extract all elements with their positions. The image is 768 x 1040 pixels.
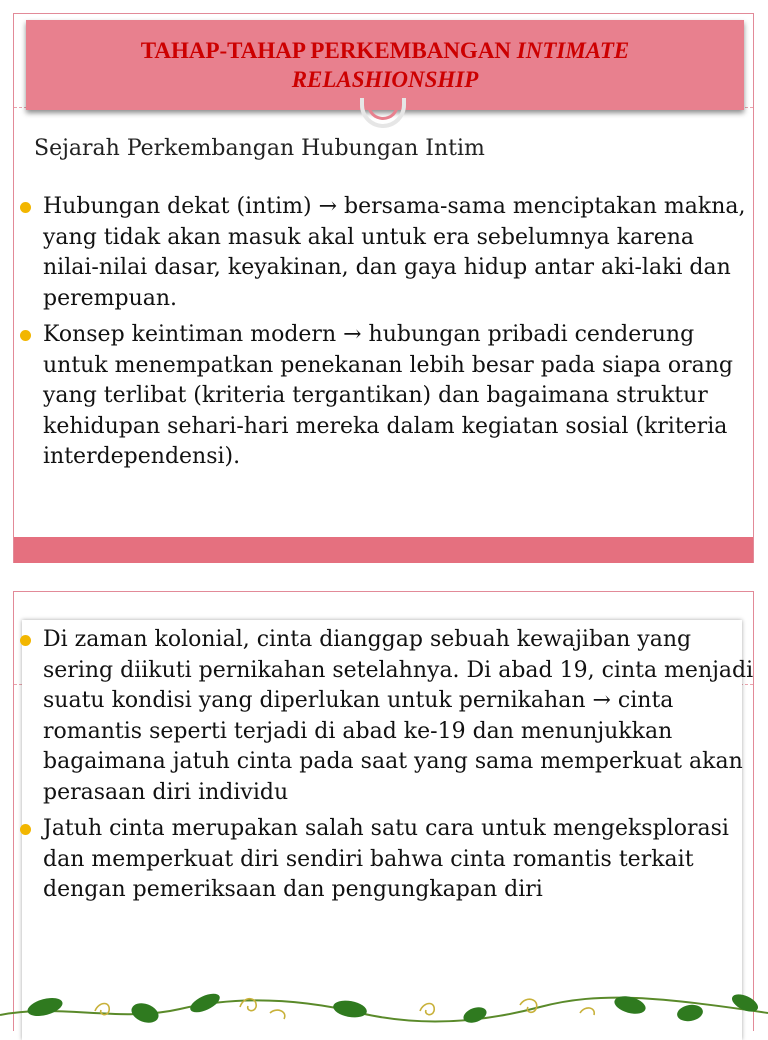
bullet-text: Hubungan dekat (intim) → bersama-sama menciptakan makna, yang tidak akan masuk akal untuk era sebelumnya karena nilai-nilai dasar, keyakinan, dan gaya hidup antar aki-laki dan perempuan.	[43, 194, 746, 311]
list-item	[20, 814, 756, 906]
leaf-icon	[332, 998, 368, 1020]
bullet-text: Jatuh cinta merupakan salah satu cara untuk mengeksplorasi dan memperkuat diri sendiri bahwa cinta romantis terkait dengan pemeriksaan dan pengungkapan diri	[43, 816, 729, 902]
bullet-list-1	[20, 192, 756, 479]
leaf-icon	[461, 1004, 488, 1024]
footer-bar	[14, 537, 753, 563]
bullet-dot-icon	[20, 202, 31, 213]
title-text: TAHAP-TAHAP PERKEMBANGAN	[140, 38, 517, 63]
tendril-icon	[420, 1004, 434, 1015]
vine-stem	[0, 998, 768, 1022]
leaf-icon	[129, 1000, 161, 1024]
list-item	[20, 192, 756, 314]
bullet-text: Konsep keintiman modern → hubungan pribadi cenderung untuk menempatkan penekanan lebih besar pada siapa orang yang terlibat (kriteria tergantikan) dan bagaimana struktur kehidupan sehari-hari mereka dalam kegiatan sosial (kriteria interdependensi).	[43, 322, 733, 469]
bullet-dot-icon	[20, 824, 31, 835]
list-item	[20, 625, 756, 808]
title-banner	[26, 20, 744, 110]
leaf-icon	[676, 1003, 704, 1023]
tendril-icon	[270, 1010, 285, 1019]
leaf-icon	[26, 995, 65, 1020]
list-item	[20, 320, 756, 473]
title-italic-1: INTIMATE	[516, 38, 630, 63]
slide-title	[141, 36, 630, 94]
bullet-dot-icon	[20, 330, 31, 341]
title-italic-2: RELASHIONSHIP	[291, 67, 479, 92]
tendril-icon	[580, 1008, 594, 1015]
vine-decoration	[0, 985, 768, 1024]
bullet-dot-icon	[20, 635, 31, 646]
bullet-list-2	[20, 625, 756, 912]
bullet-text: Di zaman kolonial, cinta dianggap sebuah kewajiban yang sering diikuti pernikahan setelahnya. Di abad 19, cinta menjadi suatu kondisi yang diperlukan untuk pernikahan → cinta romantis seperti terjadi di abad ke-19 dan menunjukkan bagaimana jatuh cinta pada saat yang sama memperkuat akan perasaan diri individu	[43, 627, 754, 805]
subheading: Sejarah Perkembangan Hubungan Intim	[34, 136, 485, 161]
